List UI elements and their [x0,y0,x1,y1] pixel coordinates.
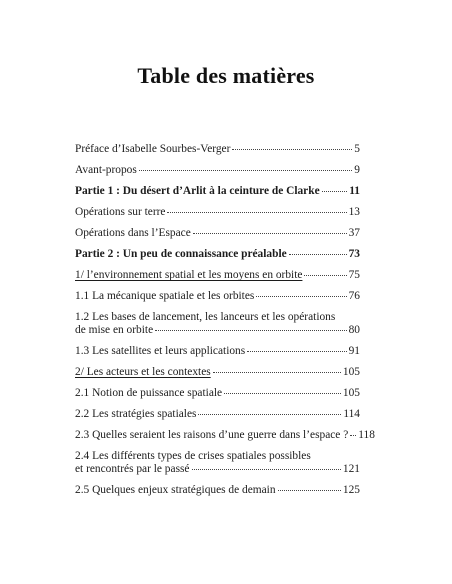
toc-entry-label: Préface d’Isabelle Sourbes-Verger [75,143,231,155]
toc-entry-2-3[interactable] [75,429,375,442]
toc-page-number: 125 [342,484,360,496]
toc-page-number: 73 [348,248,360,260]
toc-entry-label: Opérations sur terre [75,206,166,218]
toc-entry-label: 1.1 La mécanique spatiale et les orbites [75,290,255,302]
toc-entry-partie-2[interactable] [75,248,360,261]
dot-leader [350,435,356,436]
toc-entry-label: Opérations dans l’Espace [75,227,191,239]
toc-entry-operations-sur-terre[interactable] [75,206,360,219]
toc-page-number: 80 [348,324,360,336]
toc-entry-label: 2.3 Quelles seraient les raisons d’une guerre dans l’espace ? [75,429,349,441]
toc-entry-label: 2.1 Notion de puissance spatiale [75,387,223,399]
toc-page-number: 91 [348,345,360,357]
toc-entry-label: Partie 1 : Du désert d’Arlit à la ceinture de Clarke [75,185,320,197]
dot-leader [167,212,346,213]
toc-page-number: 105 [342,366,360,378]
dot-leader [304,275,346,276]
toc-page-number: 118 [358,429,375,441]
dot-leader [232,149,352,150]
toc-page-number: 105 [342,387,360,399]
table-of-contents [75,143,375,505]
toc-entry-label: 2/ Les acteurs et les contextes [75,366,211,378]
toc-entry-2-5[interactable] [75,484,360,497]
dot-leader [139,170,353,171]
dot-leader [193,233,347,234]
toc-entry-label: 2.5 Quelques enjeux stratégiques de demain [75,484,276,496]
page-title: Table des matières [137,63,315,88]
toc-entry-section-2[interactable] [75,366,360,379]
toc-entry-2-1[interactable] [75,387,360,400]
toc-entry-label: Avant-propos [75,164,137,176]
toc-page-number: 11 [349,185,360,197]
dot-leader [289,254,347,255]
toc-entry-avant-propos[interactable] [75,164,360,177]
toc-entry-operations-espace[interactable] [75,227,360,240]
dot-leader [155,330,346,331]
toc-entry-label: Partie 2 : Un peu de connaissance préalable [75,248,287,260]
toc-page-number: 75 [348,269,360,281]
dot-leader [322,191,348,192]
toc-entry-label-line-2: et rencontrés par le passé [75,463,190,475]
toc-entry-label-line-2: de mise en orbite [75,324,154,336]
toc-entry-1-2[interactable] [75,311,360,337]
toc-page-number: 121 [342,463,360,475]
toc-page-number: 76 [348,290,360,302]
toc-entry-partie-1[interactable] [75,185,360,198]
dot-leader [213,372,341,373]
toc-entry-label-line-1: 1.2 Les bases de lancement, les lanceurs et les opérations [75,311,336,323]
toc-entry-label: 1/ l’environnement spatial et les moyens en orbite [75,269,303,281]
dot-leader [278,490,341,491]
dot-leader [247,351,346,352]
dot-leader [224,393,341,394]
toc-entry-label-line-1: 2.4 Les différents types de crises spatiales possibles [75,450,311,462]
toc-page-number: 114 [343,408,360,420]
toc-page-number: 13 [348,206,360,218]
toc-entry-label: 2.2 Les stratégies spatiales [75,408,197,420]
toc-page-number: 5 [354,143,360,155]
toc-entry-2-4[interactable] [75,450,360,476]
toc-entry-preface[interactable] [75,143,360,156]
toc-page-number: 9 [354,164,360,176]
dot-leader [256,296,346,297]
toc-entry-label: 1.3 Les satellites et leurs applications [75,345,246,357]
dot-leader [192,469,341,470]
toc-page-number: 37 [348,227,360,239]
toc-entry-1-3[interactable] [75,345,360,358]
toc-entry-section-1[interactable] [75,269,360,282]
toc-entry-1-1[interactable] [75,290,360,303]
toc-entry-2-2[interactable] [75,408,360,421]
dot-leader [198,414,341,415]
